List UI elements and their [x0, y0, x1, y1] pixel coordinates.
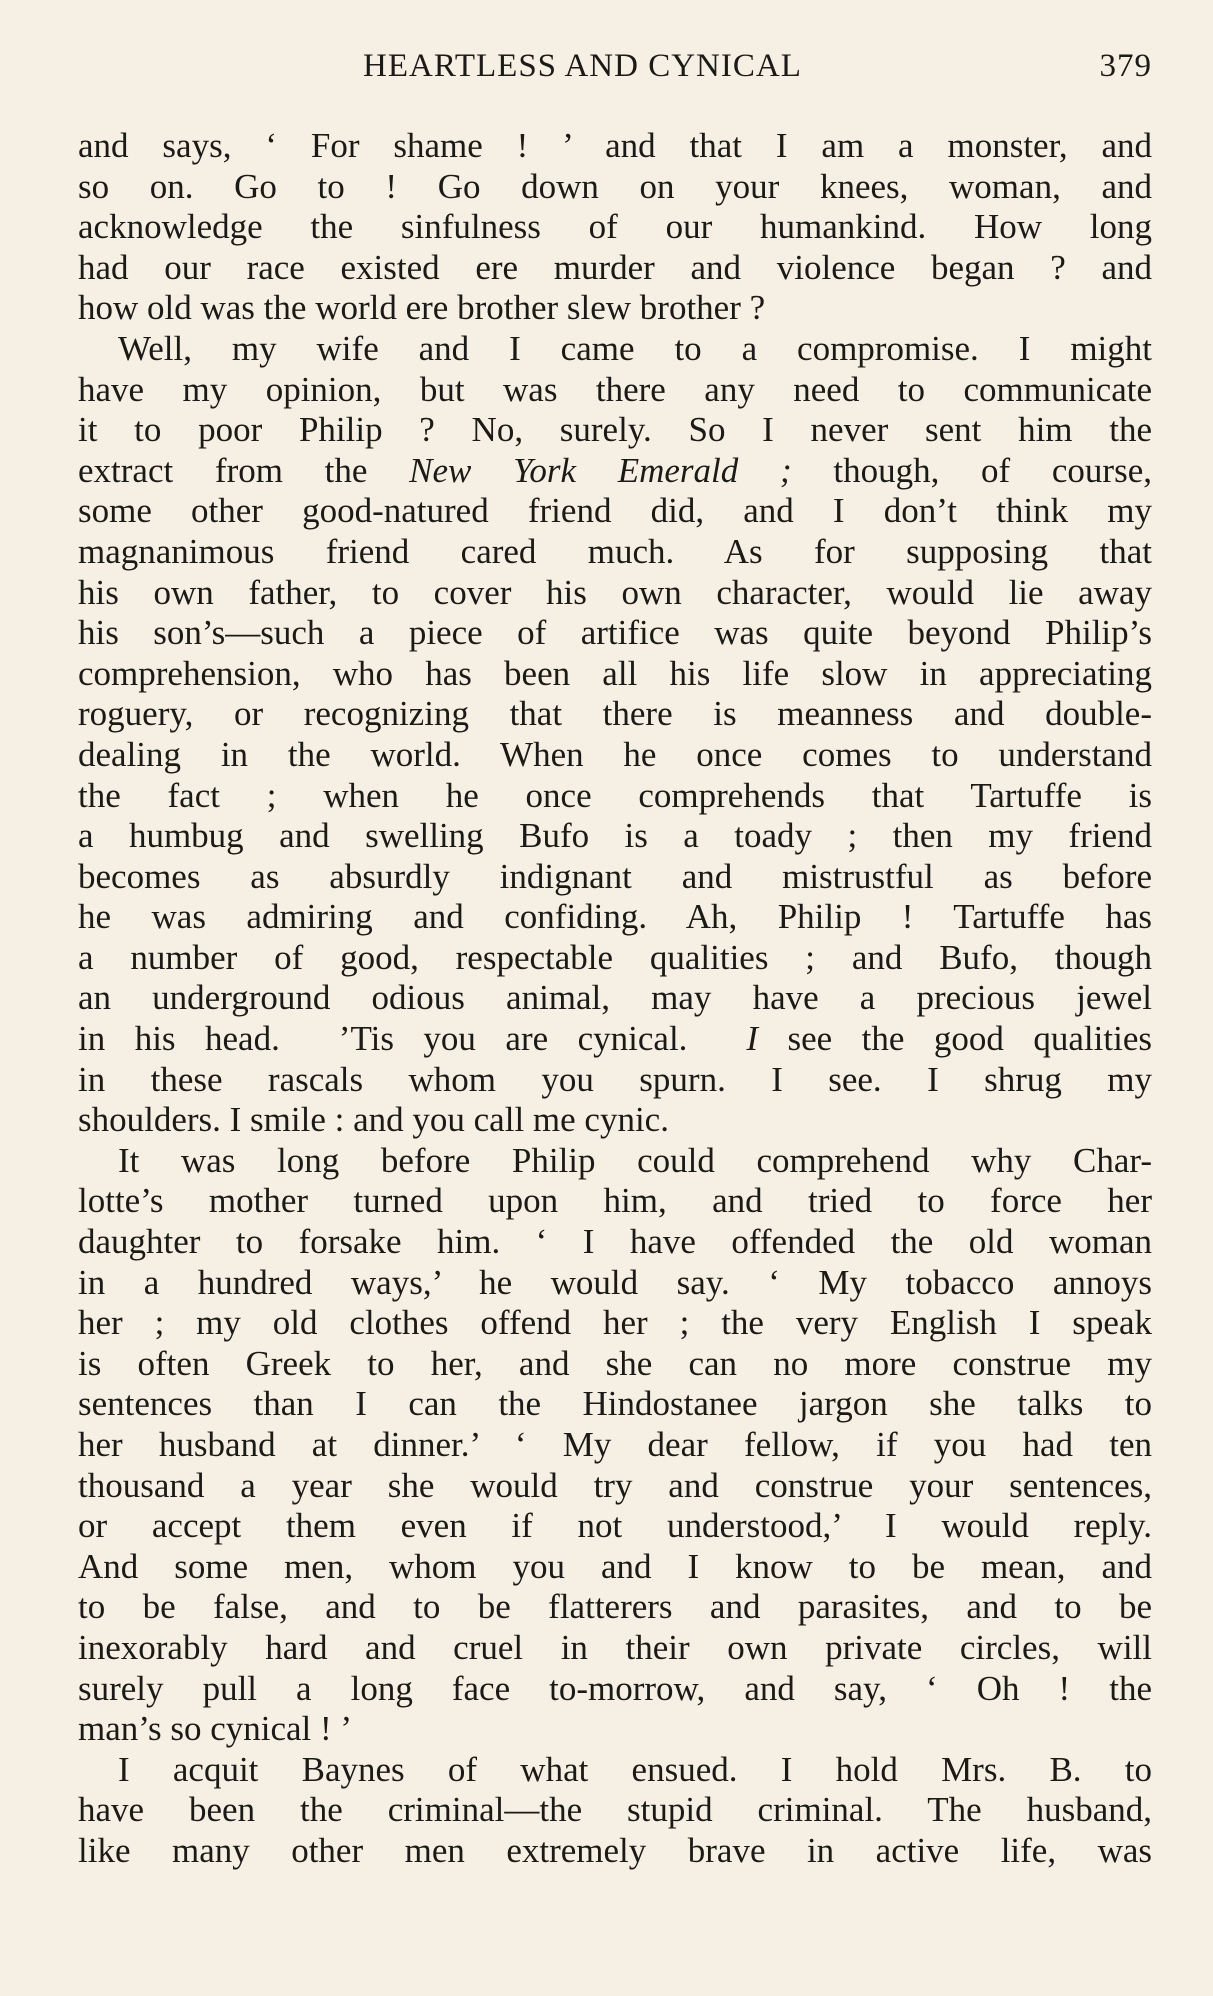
text-line: acknowledge the sinfulness of our humankind. How long [78, 207, 1152, 247]
text-line: a number of good, respectable qualities ; and Bufo, though [78, 937, 1152, 977]
text-line: roguery, or recognizing that there is meanness and double- [78, 694, 1152, 734]
text-line: or accept them even if not understood,’ I would reply. [78, 1506, 1152, 1546]
text-line: Well, my wife and I came to a compromise. I might [118, 328, 1152, 368]
text-line: and says, ‘ For shame ! ’ and that I am a monster, and [78, 126, 1152, 165]
text-line: surely pull a long face to-morrow, and say, ‘ Oh ! the [78, 1668, 1152, 1708]
text-segment: in his head. ’Tis you are cynical. [78, 1019, 747, 1059]
text-line: a humbug and swelling Bufo is a toady ; then my friend [78, 816, 1152, 856]
text-line: to be false, and to be flatterers and parasites, and to be [78, 1587, 1152, 1627]
text-line: It was long before Philip could comprehend why Char- [118, 1140, 1152, 1180]
text-line: have been the criminal—the stupid criminal. The husband, [78, 1790, 1152, 1830]
italic-text: New York Emerald ; [409, 450, 792, 490]
text-line [78, 451, 1152, 492]
text-line: have my opinion, but was there any need to communicate [78, 369, 1152, 409]
running-head [78, 48, 1152, 94]
page-number: 379 [1099, 48, 1152, 84]
text-line: some other good-natured friend did, and I don’t think my [78, 491, 1152, 531]
text-line: thousand a year she would try and construe your sentences, [78, 1465, 1152, 1505]
text-line: lotte’s mother turned upon him, and tried to force her [78, 1181, 1152, 1221]
text-line: so on. Go to ! Go down on your knees, woman, and [78, 166, 1152, 206]
text-line: in these rascals whom you spurn. I see. I shrug my [78, 1059, 1152, 1099]
text-segment: see the good qualities [758, 1019, 1152, 1059]
text-line [78, 1019, 1152, 1060]
text-line: like many other men extremely brave in active life, was [78, 1830, 1152, 1870]
text-line: shoulders. I smile : and you call me cynic. [78, 1100, 669, 1140]
text-segment: extract from the [78, 450, 410, 490]
text-line: becomes as absurdly indignant and mistrustful as before [78, 856, 1152, 896]
body-text [78, 126, 1152, 1872]
text-line: an underground odious animal, may have a precious jewel [78, 978, 1152, 1018]
text-line: the fact ; when he once comprehends that Tartuffe is [78, 775, 1152, 815]
text-line: magnanimous friend cared much. As for supposing that [78, 531, 1152, 571]
text-line: sentences than I can the Hindostanee jargon she talks to [78, 1384, 1152, 1424]
text-line: her ; my old clothes offend her ; the very English I speak [78, 1303, 1152, 1343]
text-line: dealing in the world. When he once comes to understand [78, 734, 1152, 774]
text-line: had our race existed ere murder and violence began ? and [78, 247, 1152, 287]
text-line: his own father, to cover his own character, would lie away [78, 572, 1152, 612]
running-title: HEARTLESS AND CYNICAL [363, 48, 802, 84]
text-line: his son’s—such a piece of artifice was quite beyond Philip’s [78, 613, 1152, 653]
text-line: her husband at dinner.’ ‘ My dear fellow, if you had ten [78, 1425, 1152, 1464]
text-line: I acquit Baynes of what ensued. I hold Mrs. B. to [118, 1749, 1152, 1789]
text-line: he was admiring and confiding. Ah, Philip ! Tartuffe has [78, 897, 1152, 937]
text-line: man’s so cynical ! ’ [78, 1709, 353, 1749]
text-line: inexorably hard and cruel in their own private circles, will [78, 1627, 1152, 1667]
text-line: is often Greek to her, and she can no more construe my [78, 1343, 1152, 1383]
text-line: And some men, whom you and I know to be mean, and [78, 1546, 1152, 1586]
text-line: how old was the world ere brother slew brother ? [78, 288, 766, 328]
text-line: comprehension, who has been all his life slow in appreciating [78, 653, 1152, 693]
text-line: it to poor Philip ? No, surely. So I never sent him the [78, 410, 1152, 450]
text-line: in a hundred ways,’ he would say. ‘ My tobacco annoys [78, 1262, 1152, 1302]
text-segment: though, of course, [791, 450, 1152, 490]
italic-text: I [746, 1019, 759, 1059]
text-line: daughter to forsake him. ‘ I have offended the old woman [78, 1222, 1152, 1262]
